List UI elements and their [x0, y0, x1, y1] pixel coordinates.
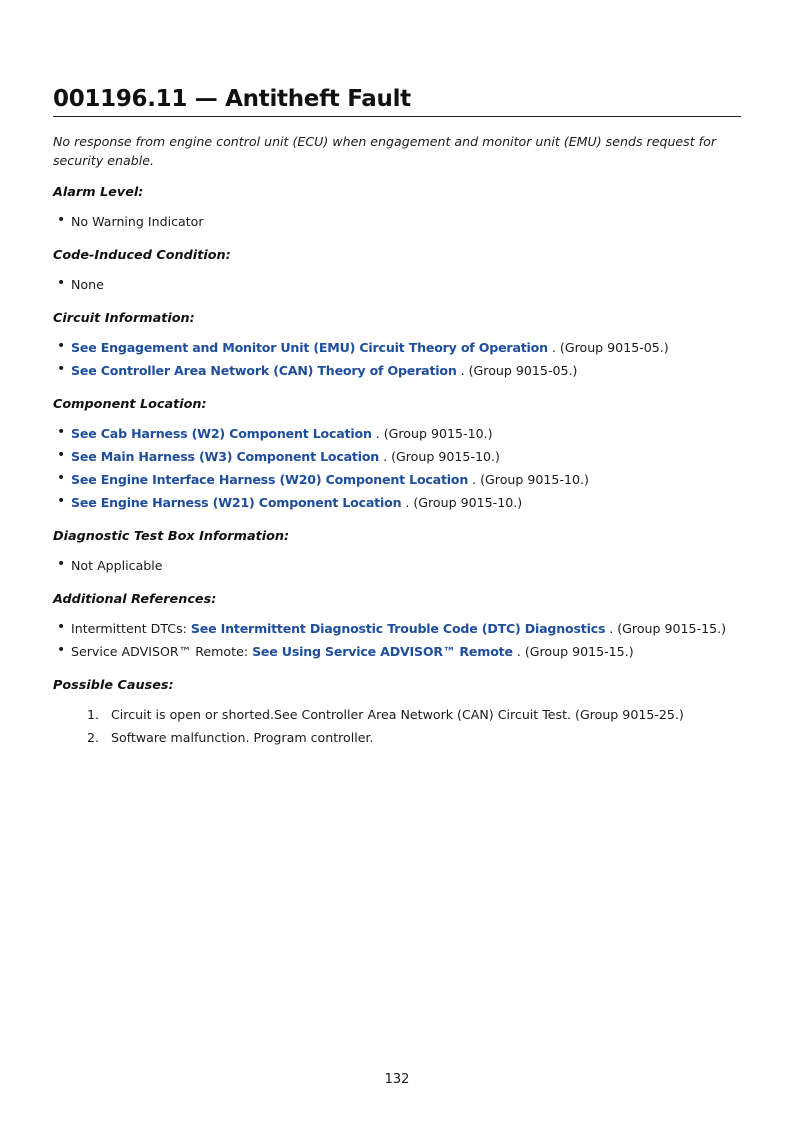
bullet-icon: •	[57, 424, 66, 440]
bullet-icon: •	[57, 642, 66, 658]
engine-interface-harness-link[interactable]: See Engine Interface Harness (W20) Component Location	[71, 472, 469, 487]
service-advisor-remote-link[interactable]: See Using Service ADVISOR™ Remote	[252, 644, 513, 659]
list-item: • See Main Harness (W3) Component Location . (Group 9015-10.)	[53, 445, 741, 468]
page-number: 132	[384, 1072, 410, 1087]
list-item: • None	[53, 273, 741, 296]
bullet-icon: •	[57, 619, 66, 635]
intermittent-dtc-link[interactable]: See Intermittent Diagnostic Trouble Code (DTC) Diagnostics	[190, 621, 606, 636]
alarm-level-heading: Alarm Level:	[53, 185, 144, 200]
list-item: • Not Applicable	[53, 554, 741, 577]
bullet-icon: •	[57, 275, 66, 291]
code-induced-heading: Code-Induced Condition:	[53, 248, 231, 263]
list-item: • See Cab Harness (W2) Component Location . (Group 9015-10.)	[53, 422, 741, 445]
list-item: • No Warning Indicator	[53, 210, 741, 233]
list-item: • See Controller Area Network (CAN) Theory of Operation . (Group 9015-05.)	[53, 359, 741, 382]
code-induced-list	[53, 273, 741, 296]
possible-causes-list	[53, 703, 741, 749]
main-harness-link[interactable]: See Main Harness (W3) Component Location	[71, 449, 380, 464]
page-title: 001196.11 — Antitheft Fault	[53, 86, 741, 117]
circuit-information-heading: Circuit Information:	[53, 311, 195, 326]
list-item: • See Engine Harness (W21) Component Location . (Group 9015-10.)	[53, 491, 741, 514]
alarm-level-list	[53, 210, 741, 233]
list-item: • See Engagement and Monitor Unit (EMU) Circuit Theory of Operation . (Group 9015-05.)	[53, 336, 741, 359]
item-number: 1.	[87, 707, 100, 722]
list-item: • Intermittent DTCs: See Intermittent Diagnostic Trouble Code (DTC) Diagnostics . (Group 9015-15.)	[53, 617, 741, 640]
bullet-icon: •	[57, 556, 66, 572]
list-item: • See Engine Interface Harness (W20) Component Location . (Group 9015-10.)	[53, 468, 741, 491]
document-page	[53, 86, 741, 749]
bullet-icon: •	[57, 493, 66, 509]
bullet-icon: •	[57, 447, 66, 463]
emu-circuit-theory-link[interactable]: See Engagement and Monitor Unit (EMU) Circuit Theory of Operation	[71, 340, 548, 355]
circuit-information-list	[53, 336, 741, 382]
diagnostic-test-box-heading: Diagnostic Test Box Information:	[53, 529, 290, 544]
additional-references-heading: Additional References:	[53, 592, 217, 607]
fault-description: No response from engine control unit (ECU) when engagement and monitor unit (EMU) sends request for security enable.	[53, 134, 716, 168]
can-theory-link[interactable]: See Controller Area Network (CAN) Theory of Operation	[71, 363, 457, 378]
list-item: 2. Software malfunction. Program controller.	[53, 726, 741, 749]
additional-references-list	[53, 617, 741, 663]
bullet-icon: •	[57, 338, 66, 354]
list-item: 1. Circuit is open or shorted.See Controller Area Network (CAN) Circuit Test. (Group 9015-25.)	[53, 703, 741, 726]
component-location-heading: Component Location:	[53, 397, 207, 412]
bullet-icon: •	[57, 212, 66, 228]
cab-harness-link[interactable]: See Cab Harness (W2) Component Location	[71, 426, 372, 441]
engine-harness-link[interactable]: See Engine Harness (W21) Component Location	[71, 495, 402, 510]
possible-causes-heading: Possible Causes:	[53, 678, 174, 693]
component-location-list	[53, 422, 741, 514]
diagnostic-test-box-list	[53, 554, 741, 577]
bullet-icon: •	[57, 470, 66, 486]
bullet-icon: •	[57, 361, 66, 377]
item-number: 2.	[87, 730, 100, 745]
list-item: • Service ADVISOR™ Remote: See Using Service ADVISOR™ Remote . (Group 9015-15.)	[53, 640, 741, 663]
